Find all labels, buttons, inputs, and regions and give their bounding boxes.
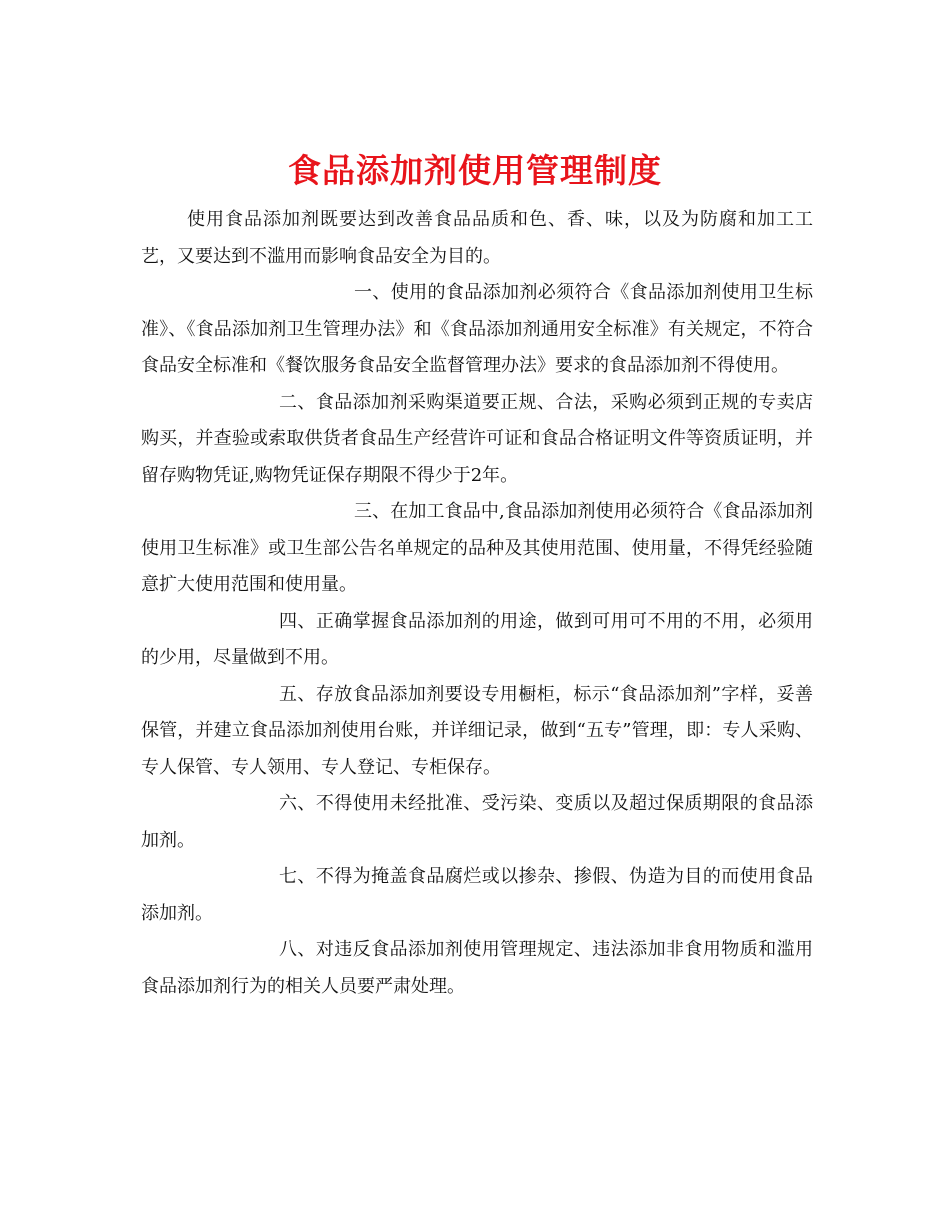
rule-item-2: 二、食品添加剂采购渠道要正规、合法，采购必须到正规的专卖店购买，并查验或索取供货者食品生产经营许可证和食品合格证明文件等资质证明，并留存购物凭证,购物凭证保存期限不得少于2年。 [141,391,813,486]
rule-item-1: 一、使用的食品添加剂必须符合《食品添加剂使用卫生标准》、《食品添加剂卫生管理办法》和《食品添加剂通用安全标准》有关规定，不符合食品安全标准和《餐饮服务食品安全监督管理办法》要求的食品添加剂不得使用。 [141,282,813,376]
rule-item-7: 七、不得为掩盖食品腐烂或以掺杂、掺假、伪造为目的而使用食品添加剂。 [141,866,813,924]
rule-item-8: 八、对违反食品添加剂使用管理规定、违法添加非食用物质和滥用食品添加剂行为的相关人员要严肃处理。 [141,939,813,997]
rule-item-5: 五、存放食品添加剂要设专用橱柜，标示“食品添加剂”字样，妥善保管，并建立食品添加剂使用台账，并详细记录，做到“五专”管理，即：专人采购、专人保管、专人领用、专人登记、专柜保存。 [141,683,813,778]
rule-item-3: 三、在加工食品中,食品添加剂使用必须符合《食品添加剂使用卫生标准》或卫生部公告名单规定的品种及其使用范围、使用量，不得凭经验随意扩大使用范围和使用量。 [141,501,813,595]
document-body [141,202,813,1005]
rule-item-6: 六、不得使用未经批准、受污染、变质以及超过保质期限的食品添加剂。 [141,793,813,851]
document-title: 食品添加剂使用管理制度 [288,151,662,191]
rule-item-4: 四、正确掌握食品添加剂的用途，做到可用可不用的不用，必须用的少用，尽量做到不用。 [141,610,813,668]
intro-paragraph: 使用食品添加剂既要达到改善食品品质和色、香、味，以及为防腐和加工工艺，又要达到不滥用而影响食品安全为目的。 [141,209,813,267]
